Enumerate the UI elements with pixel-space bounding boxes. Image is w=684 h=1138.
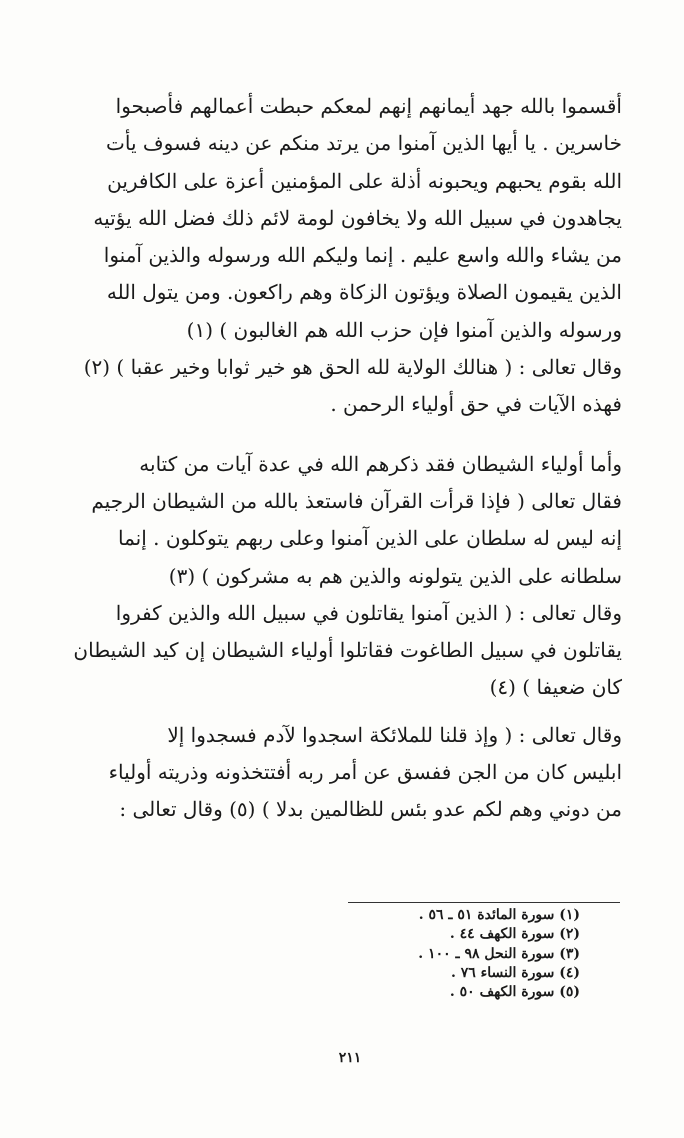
body-line: وقال تعالى : ( هنالك الولاية لله الحق هو خير ثوابا وخير عقبا ) (٢) xyxy=(83,355,622,380)
body-line: ورسوله والذين آمنوا فإن حزب الله هم الغالبون ) (١) xyxy=(186,317,622,342)
body-line: من يشاء والله واسع عليم . إنما وليكم الله ورسوله والذين آمنوا xyxy=(103,243,622,268)
paragraph-gap xyxy=(108,707,622,717)
body-line: إنه ليس له سلطان على الذين آمنوا وعلى ربهم يتوكلون . إنما xyxy=(117,526,622,551)
body-line: من دوني وهم لكم عدو بئس للظالمين بدلا ) (٥) وقال تعالى : xyxy=(119,797,622,822)
footnote: (١) سورة المائدة ٥١ ـ ٥٦ . xyxy=(418,907,580,923)
footnote-divider xyxy=(348,902,620,903)
footnote: (٥) سورة الكهف ٥٠ . xyxy=(449,984,580,1001)
body-line: فهذه الآيات في حق أولياء الرحمن . xyxy=(330,392,622,417)
body-line: وقال تعالى : ( وإذ قلنا للملائكة اسجدوا لآدم فسجدوا إلا xyxy=(167,722,622,747)
body-line: سلطانه على الذين يتولونه والذين هم به مشركون ) (٣) xyxy=(168,563,622,588)
body-line: يجاهدون في سبيل الله ولا يخافون لومة لائم ذلك فضل الله يؤتيه xyxy=(93,205,622,230)
body-line: أقسموا بالله جهد أيمانهم إنهم لمعكم حبطت أعمالهم فأصبحوا xyxy=(115,94,622,118)
body-text xyxy=(73,88,622,829)
body-line: وأما أولياء الشيطان فقد ذكرهم الله في عدة آيات من كتابه xyxy=(139,451,622,476)
footnotes xyxy=(330,906,580,1002)
footnote: (٢) سورة الكهف ٤٤ . xyxy=(449,926,580,943)
body-line: الله بقوم يحبهم ويحبونه أذلة على المؤمنين أعزة على الكافرين xyxy=(107,168,622,193)
body-line: وقال تعالى : ( الذين آمنوا يقاتلون في سبيل الله والذين كفروا xyxy=(115,600,622,625)
footnote: (٤) سورة النساء ٧٦ . xyxy=(451,964,580,981)
body-line: ابليس كان من الجن ففسق عن أمر ربه أفتتخذونه وذريته أولياء xyxy=(108,760,622,785)
body-line: الذين يقيمون الصلاة ويؤتون الزكاة وهم راكعون. ومن يتول الله xyxy=(106,280,622,305)
body-line: يقاتلون في سبيل الطاغوت فقاتلوا أولياء الشيطان إن كيد الشيطان xyxy=(73,638,622,663)
body-line: كان ضعيفا ) (٤) xyxy=(489,675,622,700)
body-line: فقال تعالى ( فإذا قرأت القرآن فاستعذ بالله من الشيطان الرجيم xyxy=(91,488,622,513)
paragraph-gap xyxy=(108,424,622,446)
footnote: (٣) سورة النحل ٩٨ ـ ١٠٠ . xyxy=(418,945,580,962)
scan-speck xyxy=(58,8,104,22)
page-number: ٢١١ xyxy=(338,1050,362,1066)
body-line: خاسرين . يا أيها الذين آمنوا من يرتد منكم عن دينه فسوف يأت xyxy=(106,131,622,156)
